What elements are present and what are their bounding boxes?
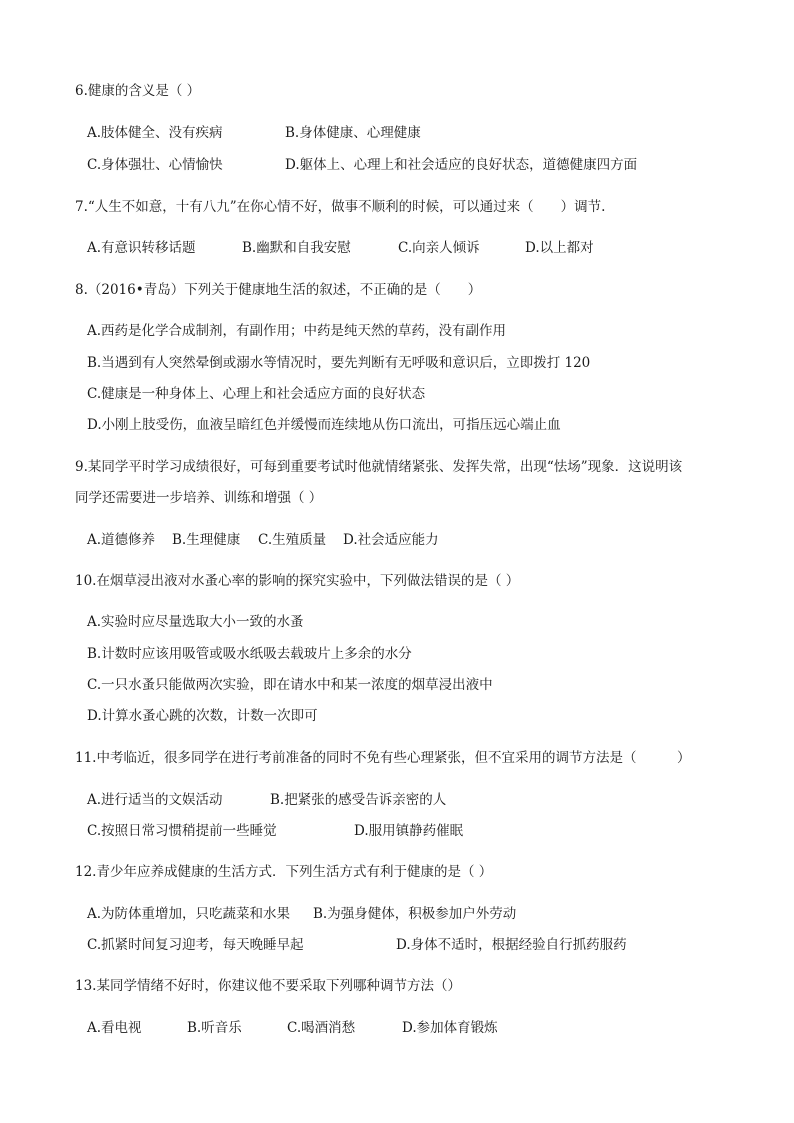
question-6-option-c: C.身体强壮、心情愉快 [87, 157, 223, 173]
question-13-stem: 13.某同学情绪不好时，你建议他不要采取下列哪种调节方法（） [75, 978, 461, 994]
question-10-option-d: D.计算水蚤心跳的次数，计数一次即可 [87, 708, 318, 724]
question-10-stem: 10.在烟草浸出液对水蚤心率的影响的探究实验中，下列做法错误的是（ ） [75, 573, 520, 589]
question-12-option-a: A.为防体重增加，只吃蔬菜和水果 [87, 906, 291, 922]
question-13-option-b: B.听音乐 [187, 1020, 242, 1036]
question-13-option-d: D.参加体育锻炼 [402, 1020, 498, 1036]
question-12-option-d: D.身体不适时，根据经验自行抓药服药 [396, 937, 627, 953]
question-11-option-d: D.服用镇静药催眠 [354, 823, 464, 839]
question-11-option-b: B.把紧张的感受告诉亲密的人 [270, 792, 447, 808]
question-8-stem: 8.（2016•青岛）下列关于健康地生活的叙述，不正确的是（ ） [75, 282, 482, 298]
question-7-option-c: C.向亲人倾诉 [398, 240, 480, 256]
question-7-option-a: A.有意识转移话题 [87, 240, 196, 256]
question-6-stem: 6.健康的含义是（ ） [75, 83, 201, 99]
question-6-option-b: B.身体健康、心理健康 [285, 125, 421, 141]
question-12-stem: 12.青少年应养成健康的生活方式．下列生活方式有利于健康的是（ ） [75, 864, 493, 880]
question-8-option-b: B.当遇到有人突然晕倒或溺水等情况时，要先判断有无呼吸和意识后，立即拨打 120 [87, 355, 591, 371]
question-9-option-d: D.社会适应能力 [343, 532, 439, 548]
question-8-option-d: D.小刚上肢受伤，血液呈暗红色并缓慢而连续地从伤口流出，可指压远心端止血 [87, 417, 561, 433]
question-9-option-a: A.道德修养 [87, 532, 156, 548]
question-9-stem-line-2: 同学还需要进一步培养、训练和增强（ ） [75, 490, 323, 506]
question-7-option-b: B.幽默和自我安慰 [242, 240, 351, 256]
question-9-option-c: C.生殖质量 [258, 532, 327, 548]
question-12-option-b: B.为强身健体，积极参加户外劳动 [313, 906, 517, 922]
question-9-option-b: B.生理健康 [172, 532, 241, 548]
question-10-option-b: B.计数时应该用吸管或吸水纸吸去载玻片上多余的水分 [87, 646, 412, 662]
question-13-option-a: A.看电视 [87, 1020, 142, 1036]
question-6-option-d: D.躯体上、心理上和社会适应的良好状态，道德健康四方面 [285, 157, 638, 173]
question-10-option-c: C.一只水蚤只能做两次实验，即在请水中和某一浓度的烟草浸出液中 [87, 677, 493, 693]
question-8-option-a: A.西药是化学合成制剂，有副作用；中药是纯天然的草药，没有副作用 [87, 323, 507, 339]
question-7-stem: 7.“人生不如意，十有八九”在你心情不好，做事不顺利的时候，可以通过来（ ）调节. [75, 199, 606, 215]
question-8-option-c: C.健康是一种身体上、心理上和社会适应方面的良好状态 [87, 386, 426, 402]
question-12-option-c: C.抓紧时间复习迎考，每天晚睡早起 [87, 937, 304, 953]
question-6-option-a: A.肢体健全、没有疾病 [87, 125, 223, 141]
question-11-stem: 11.中考临近，很多同学在进行考前准备的同时不免有些心理紧张，但不宜采用的调节方法是（ ） [75, 750, 691, 766]
question-9-stem-line-1: 9.某同学平时学习成绩很好，可每到重要考试时他就情绪紧张、发挥失常，出现“怯场”现象．这说明该 [75, 459, 683, 475]
question-11-option-c: C.按照日常习惯稍提前一些睡觉 [87, 823, 277, 839]
question-13-option-c: C.喝酒消愁 [287, 1020, 356, 1036]
question-7-option-d: D.以上都对 [525, 240, 594, 256]
question-10-option-a: A.实验时应尽量选取大小一致的水蚤 [87, 614, 304, 630]
question-11-option-a: A.进行适当的文娱活动 [87, 792, 223, 808]
